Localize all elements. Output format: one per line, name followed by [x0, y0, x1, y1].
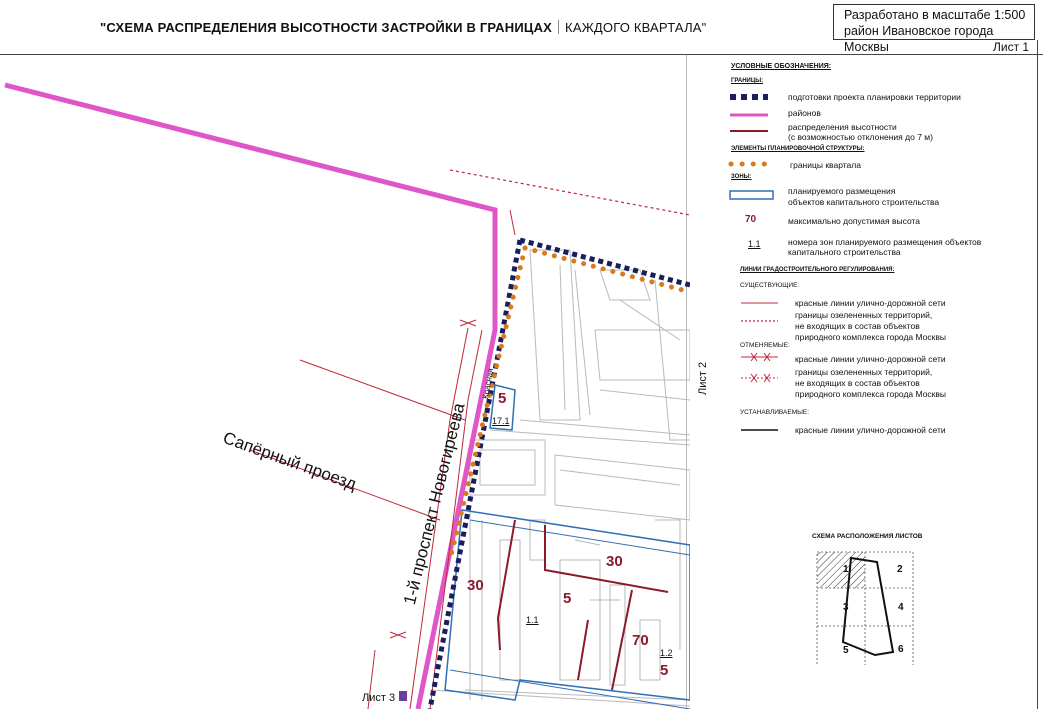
height-label: 30 [606, 553, 623, 570]
legend-text: красные линии улично-дорожной сети [795, 425, 946, 435]
height-label: 70 [632, 632, 649, 649]
legend-symbol-cancelled-redline [740, 352, 780, 362]
legend-section: ЛИНИИ ГРАДОСТРОИТЕЛЬНОГО РЕГУЛИРОВАНИЯ: [740, 267, 895, 273]
map-canvas [0, 55, 690, 709]
legend-section: ГРАНИЦЫ: [731, 78, 764, 84]
legend-text: капитального строительства [788, 247, 901, 257]
building-footprints [430, 250, 690, 706]
legend-zone-sample: 1.1 [748, 239, 761, 249]
legend-subsection: УСТАНАВЛИВАЕМЫЕ: [740, 409, 810, 416]
legend-text: границы озелененных территорий, [795, 367, 933, 377]
height-label: 5 [660, 662, 669, 679]
legend-text: районов [788, 108, 821, 118]
street-label-sapyorny: Сапёрный проезд [220, 428, 359, 494]
legend-symbol-height [728, 126, 770, 136]
street-label-novogireeva: 1-й проспект Новогиреева [400, 401, 469, 607]
sheet-link-2[interactable]: Лист 2 [697, 361, 709, 395]
legend-symbol-project [728, 92, 770, 102]
street-label-krasnaya: Красная [481, 367, 496, 400]
title-main: "СХЕМА РАСПРЕДЕЛЕНИЯ ВЫСОТНОСТИ ЗАСТРОЙКИ В ГРАНИЦАХ [100, 20, 553, 35]
district-boundary [5, 85, 495, 709]
legend-symbol-redline [740, 300, 780, 306]
legend-symbol-quarter [728, 159, 776, 169]
height-label: 5 [563, 590, 572, 607]
legend-section: ЭЛЕМЕНТЫ ПЛАНИРОВОЧНОЙ СТРУКТУРЫ: [731, 146, 865, 152]
legend-text: не входящих в состав объектов [795, 321, 920, 331]
legend-text: природного комплекса города Москвы [795, 332, 947, 342]
height-label: 30 [467, 577, 484, 594]
minimap-title: СХЕМА РАСПОЛОЖЕНИЯ ЛИСТОВ [812, 533, 923, 540]
page-title [100, 20, 707, 35]
legend-text: номера зон планируемого размещения объектов [788, 237, 982, 247]
legend-subsection: ОТМЕНЯЕМЫЕ: [740, 342, 790, 349]
minimap-cell: 4 [898, 602, 904, 613]
legend-symbol-district [728, 110, 770, 120]
height-boundaries [498, 520, 668, 690]
legend-text: распределения высотности [788, 122, 897, 132]
zone-number: 1.1 [526, 615, 539, 625]
legend-symbol-zone [729, 189, 775, 201]
legend-text: подготовки проекта планировки территории [788, 92, 961, 102]
stamp-scale: Разработано в масштабе 1:500 [844, 8, 1026, 22]
sheet-layout-minimap [815, 550, 925, 665]
sheet-number: Лист 1 [993, 40, 1030, 54]
legend-text: максимально допустимая высота [788, 216, 921, 226]
legend-text: (с возможностью отклонения до 7 м) [788, 132, 933, 142]
minimap-cell: 5 [843, 645, 849, 656]
legend-section: ЗОНЫ: [731, 174, 752, 180]
legend-symbol-greenzone [740, 318, 780, 324]
zone-number: 1.2 [660, 648, 673, 658]
sheet-link-3[interactable]: Лист 3 [362, 692, 396, 704]
legend-symbol-cancelled-green [740, 373, 780, 383]
legend-text: границы озелененных территорий, [795, 310, 933, 320]
legend-symbol-new-redline [740, 427, 780, 433]
sheet-marker [399, 691, 407, 701]
minimap-cell: 3 [843, 602, 849, 613]
minimap-cell: 6 [898, 644, 904, 655]
legend-text: природного комплекса города Москвы [795, 389, 947, 399]
legend-height-sample: 70 [745, 214, 757, 225]
legend-text: красные линии улично-дорожной сети [795, 354, 946, 364]
legend-text: границы квартала [790, 160, 861, 170]
title-tail: КАЖДОГО КВАРТАЛА" [565, 20, 707, 35]
height-label: 5 [498, 390, 507, 407]
legend-subsection: СУЩЕСТВУЮЩИЕ: [740, 282, 800, 289]
legend-text: красные линии улично-дорожной сети [795, 298, 946, 308]
legend-text: планируемого размещения [788, 186, 896, 196]
legend-text: не входящих в состав объектов [795, 378, 920, 388]
legend-title: УСЛОВНЫЕ ОБОЗНАЧЕНИЯ: [731, 63, 832, 70]
minimap-cell: 2 [897, 564, 903, 575]
minimap-cell: 1 [843, 564, 849, 575]
stamp-district: район Ивановское города Москвы [844, 24, 994, 54]
zone-number: 17.1 [492, 416, 510, 426]
frame-line [1037, 40, 1038, 709]
legend-text: объектов капитального строительства [788, 197, 940, 207]
